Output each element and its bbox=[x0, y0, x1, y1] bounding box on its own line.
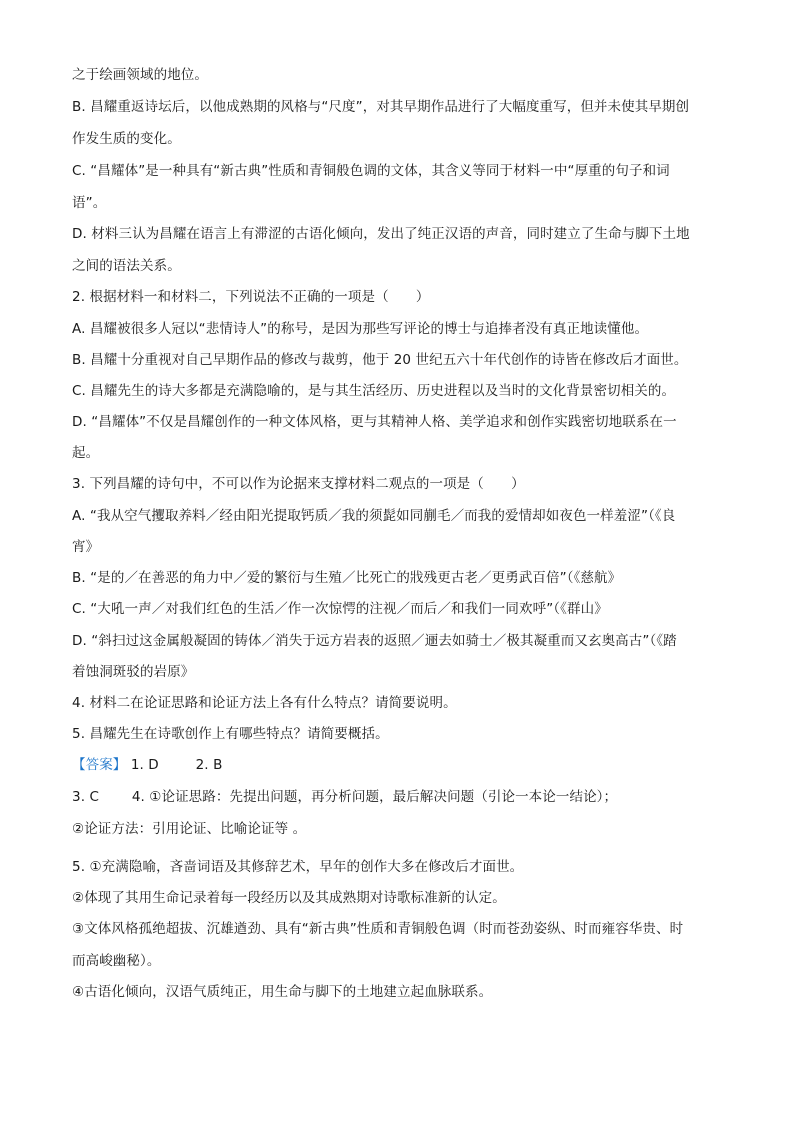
question-2: 2. 根据材料一和材料二，下列说法不正确的一项是（ ） bbox=[72, 289, 430, 305]
answer-line-2 bbox=[72, 788, 722, 806]
answer-5-line: ②体现了其用生命记录着每一段经历以及其成熟期对诗歌标准新的认定。 bbox=[72, 890, 506, 906]
option-b-line: B. “是的／在善恶的角力中／爱的繁衍与生殖／比死亡的戕残更古老／更勇武百倍”（《慈航》 bbox=[72, 570, 622, 586]
option-c-line: C. 昌耀先生的诗大多都是充满隐喻的，是与其生活经历、历史进程以及当时的文化背景密切相关的。 bbox=[72, 383, 676, 399]
answer-tag: 【答案】 bbox=[72, 757, 127, 773]
text-line: 起。 bbox=[72, 445, 100, 461]
option-d-line: D. “昌耀体”不仅是昌耀创作的一种文体风格，更与其精神人格、美学追求和创作实践密切地联系在一 bbox=[72, 414, 677, 430]
text-line: 作发生质的变化。 bbox=[72, 131, 181, 147]
text-line: 之间的语法关系。 bbox=[72, 258, 181, 274]
answer-5-line: 5. ①充满隐喻，吝啬词语及其修辞艺术，早年的创作大多在修改后才面世。 bbox=[72, 859, 524, 875]
answer-5-line: ④古语化倾向，汉语气质纯正，用生命与脚下的土地建立起血脉联系。 bbox=[72, 984, 493, 1000]
answer-4: 4. ①论证思路：先提出问题，再分析问题，最后解决问题（引论一本论一结论）； bbox=[131, 789, 618, 805]
answer-2: 2. B bbox=[195, 757, 223, 773]
question-5: 5. 昌耀先生在诗歌创作上有哪些特点？请简要概括。 bbox=[72, 726, 389, 742]
question-4: 4. 材料二在论证思路和论证方法上各有什么特点？请简要说明。 bbox=[72, 695, 457, 711]
text-line: 语”。 bbox=[72, 195, 107, 211]
answer-3: 3. C bbox=[72, 789, 99, 805]
answer-1: 1. D bbox=[130, 757, 159, 773]
answer-4-method: ②论证方法：引用论证、比喻论证等 。 bbox=[72, 821, 307, 837]
question-3: 3. 下列昌耀的诗句中，不可以作为论据来支撑材料二观点的一项是（ ） bbox=[72, 476, 525, 492]
text-line: 宵》 bbox=[72, 539, 100, 555]
option-b-line: B. 昌耀十分重视对自己早期作品的修改与裁剪，他于 20 世纪五六十年代创作的诗皆在修改后才面世。 bbox=[72, 352, 688, 368]
answer-5-line: 而高峻幽秘）。 bbox=[72, 953, 161, 969]
option-c-line: C. “昌耀体”是一种具有“新古典”性质和青铜般色调的文体，其含义等同于材料一中“厚重的句子和词 bbox=[72, 163, 670, 179]
option-d-line: D. 材料三认为昌耀在语言上有滞涩的古语化倾向，发出了纯正汉语的声音，同时建立了生命与脚下土地 bbox=[72, 226, 690, 242]
option-d-line: D. “斜扫过这金属般凝固的铸体／消失于远方岩表的返照／逦去如骑士／极其凝重而又玄奥高古”（《踏 bbox=[72, 633, 677, 649]
option-a-line: A. “我从空气攫取养料／经由阳光提取钙质／我的须髭如同蒯毛／而我的爱情却如夜色一样羞涩”（《良 bbox=[72, 508, 676, 524]
answer-5-line: ③文体风格孤绝超拔、沉雄遒劲、具有“新古典”性质和青铜般色调（时而苍劲姿纵、时而雍容华贵、时 bbox=[72, 921, 684, 937]
option-c-line: C. “大吼一声／对我们红色的生活／作一次惊愕的注视／而后／和我们一同欢呼”（《群山》 bbox=[72, 601, 608, 617]
answer-line-1 bbox=[72, 756, 722, 774]
option-a-line: A. 昌耀被很多人冠以“悲情诗人”的称号，是因为那些写评论的博士与追捧者没有真正地读懂他。 bbox=[72, 321, 649, 337]
text-line: 之于绘画领域的地位。 bbox=[72, 67, 208, 83]
option-b-line: B. 昌耀重返诗坛后，以他成熟期的风格与“尺度”，对其早期作品进行了大幅度重写，但并未使其早期创 bbox=[72, 99, 690, 115]
text-line: 着蚀洞斑驳的岩原》 bbox=[72, 664, 195, 680]
